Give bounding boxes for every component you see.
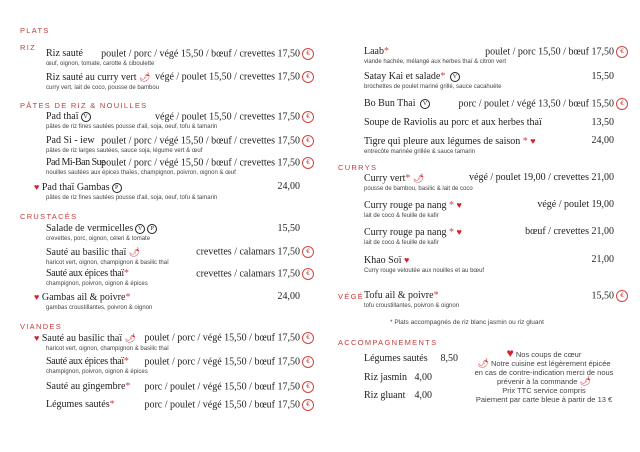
heart-icon: ♥	[34, 292, 40, 302]
section-currys: CURRYS	[338, 163, 378, 172]
menu-item-pad-thai: Pad thaï V végé / poulet 15,50 / crevettes 17,50 € pâtes de riz fines sautées pousse d'ail, soja, oeuf, tofu & tamarin	[46, 111, 314, 131]
side-legumes-sautes: Légumes sautés 8,50	[364, 353, 458, 364]
menu-item-curry-vert: Curry vert* 🌶 végé / poulet 19,00 / crevettes 21,00 pousse de bambou, basilic & lait de coco	[364, 172, 614, 192]
heart-icon: ♥	[530, 136, 536, 146]
peanut-icon: V	[81, 112, 91, 122]
peanut-icon: P	[147, 224, 157, 234]
euro-icon: €	[302, 135, 314, 147]
euro-icon: €	[616, 46, 628, 58]
menu-item-satay-kai: Satay Kai et salade* V 15,50 brochettes de poulet mariné grillé, sauce cacahuète	[364, 71, 614, 90]
menu-item-pad-si-iew: Pad Si - iew poulet / porc / végé 15,50 / bœuf / crevettes 17,50 € pâtes de riz larges sautées, sauce soja, légume vert & œuf	[46, 135, 314, 155]
side-riz-jasmin: Riz jasmin 4,00	[364, 372, 432, 383]
euro-icon: €	[302, 246, 314, 258]
rice-note: * Plats accompagnés de riz blanc jasmin ou riz gluant	[390, 319, 544, 326]
euro-icon: €	[616, 290, 628, 302]
legend: ♥ Nos coups de cœur 🌶 Notre cuisine est légèrement épicée en cas de contre-indication merci de nous prévenir à la commande 🌶 Prix TTC service compris Paiement par carte bleue à partir de 13 €	[474, 346, 614, 404]
heart-icon: ♥	[506, 346, 514, 360]
heart-icon: ♥	[456, 227, 462, 237]
euro-icon: €	[302, 71, 314, 83]
menu-item-salade-vermicelles: Salade de vermicelles V P 15,50 crevettes, porc, oignon, céleri & tomate	[46, 223, 300, 242]
menu-item-saute-epices-crustaces: Sauté aux épices thaï* crevettes / calamars 17,50 € champignon, poivron, oignon & épices	[46, 268, 314, 288]
menu-item-tofu-ail-poivre: Tofu ail & poivre* 15,50 € tofu croustillantes, poivron & oignon	[364, 290, 628, 310]
section-accompagnements: ACCOMPAGNEMENTS	[338, 338, 438, 347]
menu-item-saute-basilic-crustaces: Sauté au basilic thaï 🌶 crevettes / calamars 17,50 € haricot vert, oignon, champignon & basilic thaï	[46, 246, 314, 267]
menu-item-curry-rouge-boeuf: Curry rouge pa nang * ♥ bœuf / crevettes 21,00 lait de coco & feuille de kafir	[364, 226, 614, 246]
menu-item-tigre-qui-pleure: Tigre qui pleure aux légumes de saison * ♥ 24,00 entrecôte marinée grillée & sauce tamarin	[364, 135, 614, 155]
menu-item-soupe-raviolis: Soupe de Raviolis au porc et aux herbes thaï 13,50	[364, 117, 614, 128]
menu-item-khao-soi: Khao Soï ♥ 21,00 Curry rouge veloutée aux nouilles et au bœuf	[364, 254, 614, 274]
chili-icon: 🌶	[477, 358, 489, 368]
menu-item-curry-rouge-vege: Curry rouge pa nang * ♥ végé / poulet 19,00 lait de coco & feuille de kafir	[364, 199, 614, 219]
heart-icon: ♥	[456, 200, 462, 210]
euro-icon: €	[302, 48, 314, 60]
side-riz-gluant: Riz gluant 4,00	[364, 390, 432, 401]
heart-icon: ♥	[34, 333, 40, 343]
peanut-icon: V	[450, 72, 460, 82]
euro-icon: €	[302, 157, 314, 169]
menu-item-saute-gingembre: Sauté au gingembre* porc / poulet / végé 15,50 / bœuf 17,50 €	[46, 381, 314, 393]
menu-item-pad-mi-ban-sue: Pad Mi-Ban Sue poulet / porc / végé 15,50 / bœuf / crevettes 17,50 € nouilles sautées aux épices thaïes, champignon, poivron, oignon & œuf	[46, 157, 314, 177]
section-plats: PLATS	[20, 26, 50, 35]
euro-icon: €	[302, 268, 314, 280]
chili-rating-icon: V	[135, 224, 145, 234]
menu-item-bo-bun-thai: Bo Bun Thai V porc / poulet / végé 13,50 / bœuf 15,50 €	[364, 98, 628, 110]
menu-item-legumes-sautes: Légumes sautés* porc / poulet / végé 15,50 / bœuf 17,50 €	[46, 399, 314, 411]
chili-icon: 🌶	[124, 333, 137, 343]
menu-item-pad-thai-gambas: ♥ Pad thaï Gambas P 24,00 pâtes de riz fines sautées pousse d'ail, soja, oeuf, tofu & tamarin	[34, 181, 300, 201]
menu-item-riz-saute: Riz sauté poulet / porc / végé 15,50 / bœuf / crevettes 17,50 € œuf, oignon, tomate, carotte & ciboulette	[46, 48, 314, 68]
chili-icon: 🌶	[128, 247, 141, 257]
section-vege: VÉGÉ	[338, 292, 365, 301]
chili-icon: 🌶	[139, 72, 151, 82]
euro-icon: €	[302, 111, 314, 123]
euro-icon: €	[616, 98, 628, 110]
menu-item-gambas-ail-poivre: ♥ Gambas ail & poivre* 24,00 gambas croustillantes, poivron & oignon	[34, 291, 300, 311]
section-riz: RIZ	[20, 43, 36, 52]
shrimp-icon: P	[112, 183, 122, 193]
menu-item-saute-basilic-viandes: ♥ Sauté au basilic thaï 🌶 poulet / porc / végé 15,50 / bœuf 17,50 € haricot vert, oignon, champignon & basilic thaï	[34, 332, 314, 353]
heart-icon: ♥	[404, 255, 410, 265]
chili-icon: 🌶	[579, 376, 591, 386]
section-pates: PÂTES DE RIZ & NOUILLES	[20, 101, 148, 110]
euro-icon: €	[302, 332, 314, 344]
chili-icon: 🌶	[412, 173, 425, 183]
menu-item-riz-curry-vert: Riz sauté au curry vert 🌶 végé / poulet 15,50 / crevettes 17,50 € curry vert, lait de coco, pousse de bambou	[46, 71, 314, 92]
euro-icon: €	[302, 381, 314, 393]
heart-icon: ♥	[34, 182, 40, 192]
section-viandes: VIANDES	[20, 322, 63, 331]
peanut-icon: V	[420, 99, 430, 109]
euro-icon: €	[302, 356, 314, 368]
menu-item-saute-epices-viandes: Sauté aux épices thaï* poulet / porc / végé 15,50 / bœuf 17,50 € champignon, poivron, oignon & épices	[46, 356, 314, 376]
menu-item-laab: Laab* poulet / porc 15,50 / bœuf 17,50 € viande hachée, mélangé aux herbes thaï & citron vert	[364, 46, 628, 66]
euro-icon: €	[302, 399, 314, 411]
section-crustaces: CRUSTACÉS	[20, 212, 78, 221]
